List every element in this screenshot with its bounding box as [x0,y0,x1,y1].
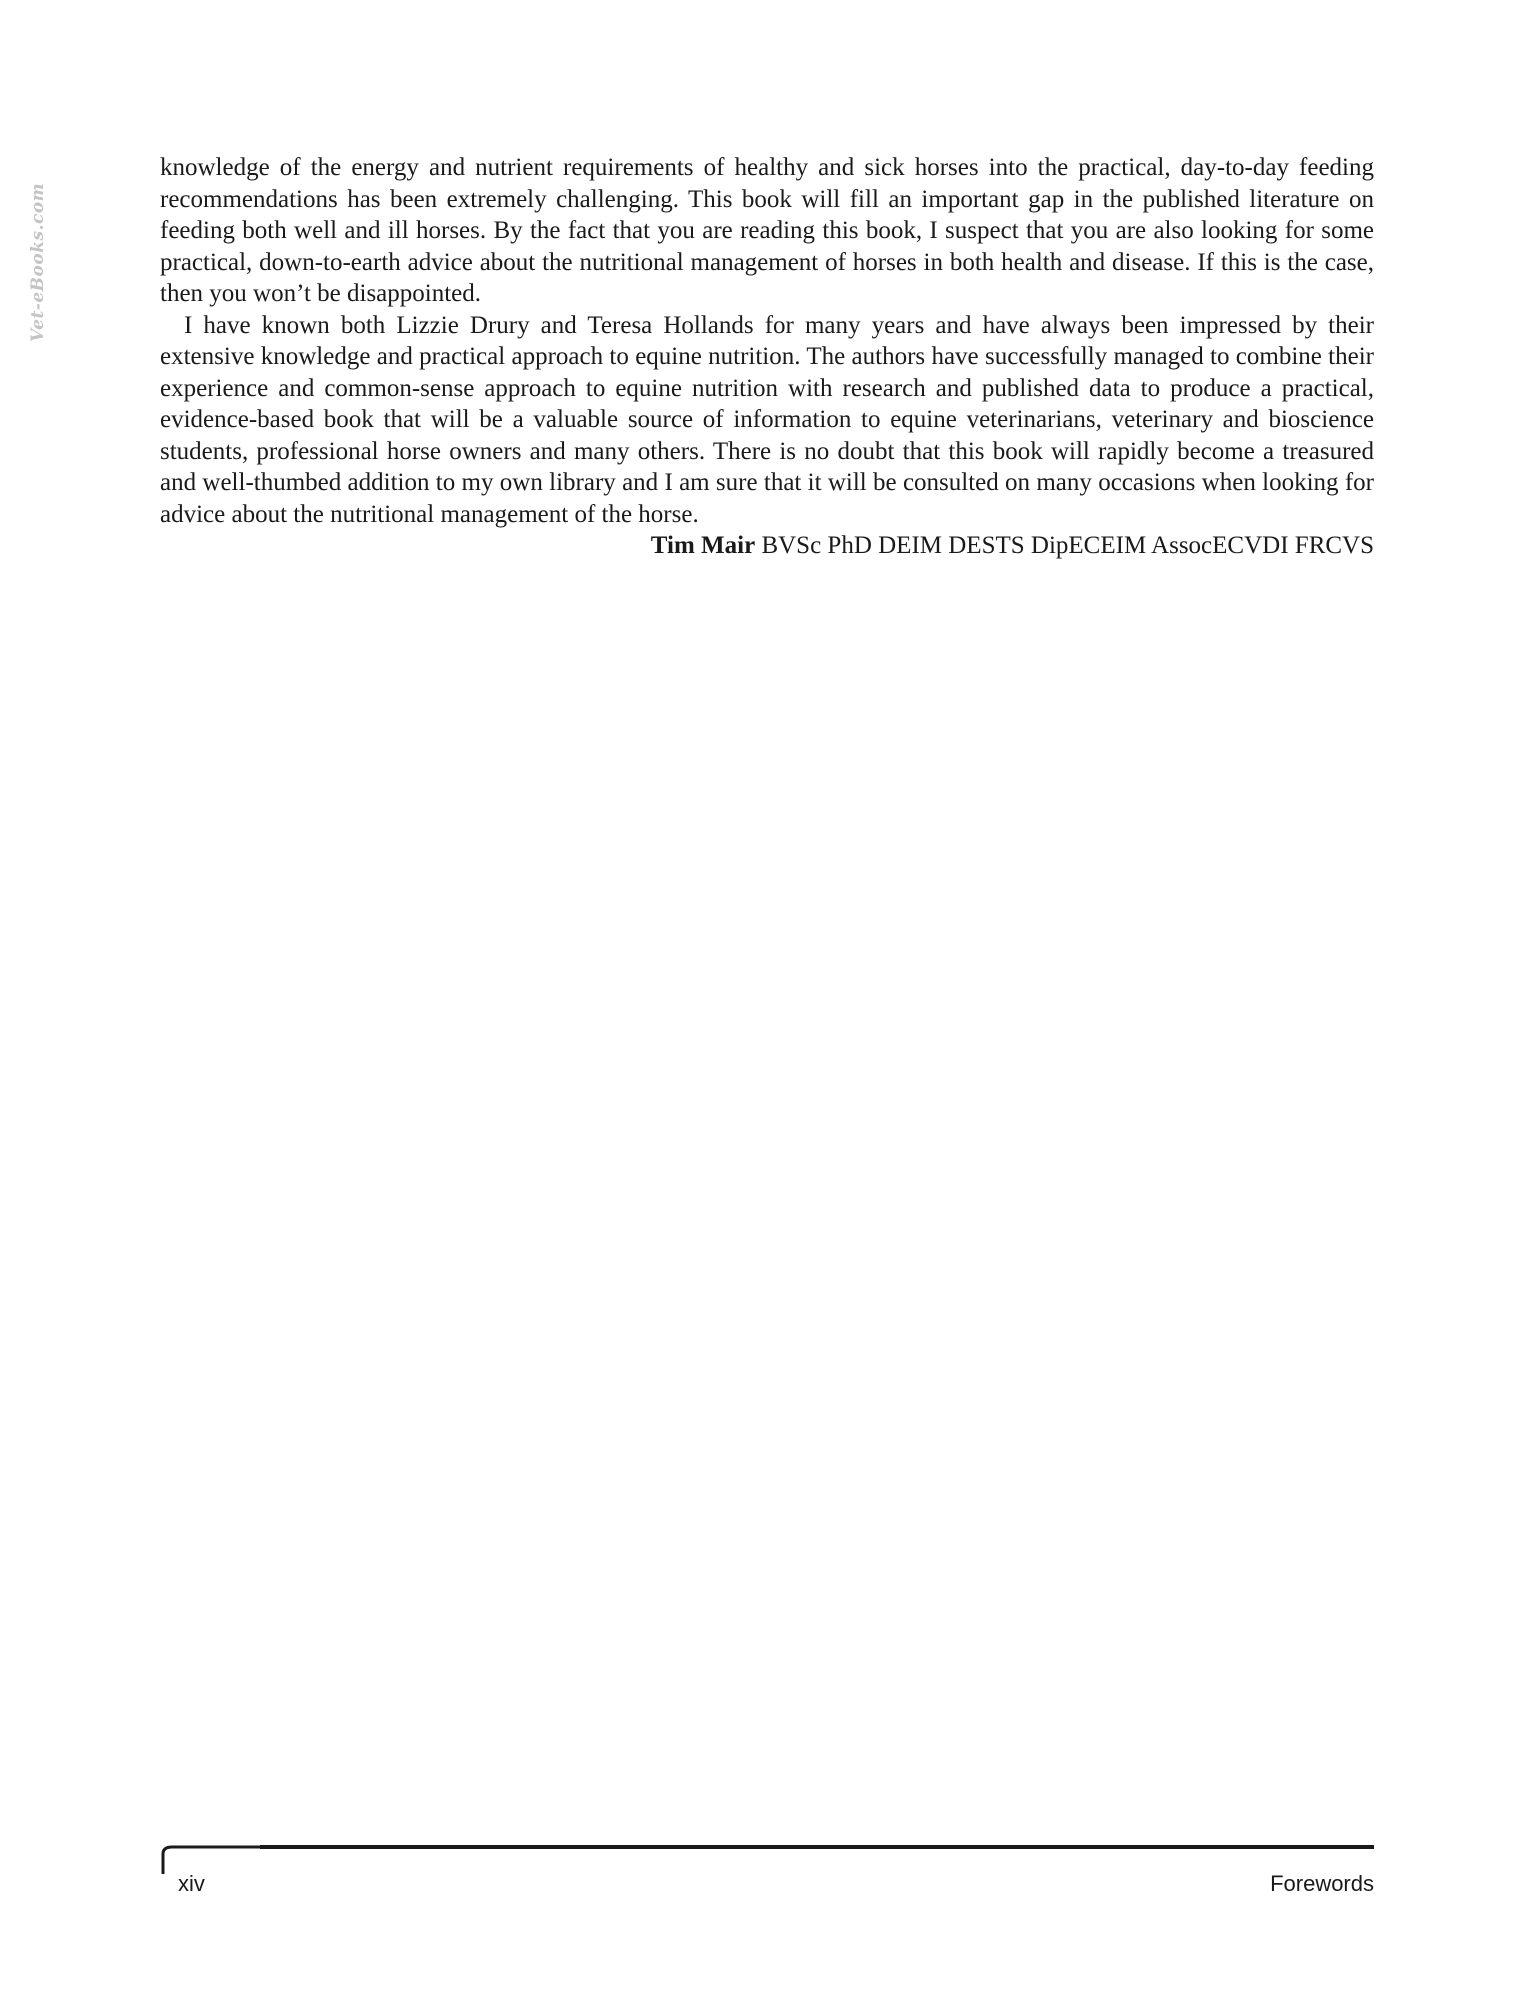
footer-rule [160,1844,1374,1874]
paragraph: I have known both Lizzie Drury and Teresa Hollands for many years and have always been impressed by their extensive knowledge and practical approach to equine nutrition. The authors have successfully managed to combine their experience and common-sense approach to equine nutrition with research and published data to produce a practical, evidence-based book that will be a valuable source of information to equine veterinarians, veterinary and bioscience students, professional horse owners and many others. There is no doubt that this book will rapidly become a treasured and well-thumbed addition to my own library and I am sure that it will be consulted on many occasions when looking for advice about the nutritional management of the horse. [160,311,1374,528]
signature-name: Tim Mair [650,532,756,559]
running-head: Forewords [1270,1871,1374,1896]
foreword-body [160,152,1374,562]
page-footer [160,1844,1374,1894]
signature-credentials: BVSc PhD DEIM DESTS DipECEIM AssocECVDI FRCVS [761,532,1374,559]
paragraph-continued: knowledge of the energy and nutrient requirements of healthy and sick horses into the practical, day-to-day feeding recommendations has been extremely challenging. This book will fill an important gap in the published literature on feeding both well and ill horses. By the fact that you are reading this book, I suspect that you are also looking for some practical, down-to-earth advice about the nutritional management of horses in both health and disease. If this is the case, then you won’t be disappointed. [160,154,1374,307]
signature [160,530,1374,562]
watermark-text: Vet-eBooks.com [28,182,48,342]
page-number: xiv [178,1871,205,1896]
watermark [22,180,52,340]
footer-rule-corner [163,1847,260,1874]
